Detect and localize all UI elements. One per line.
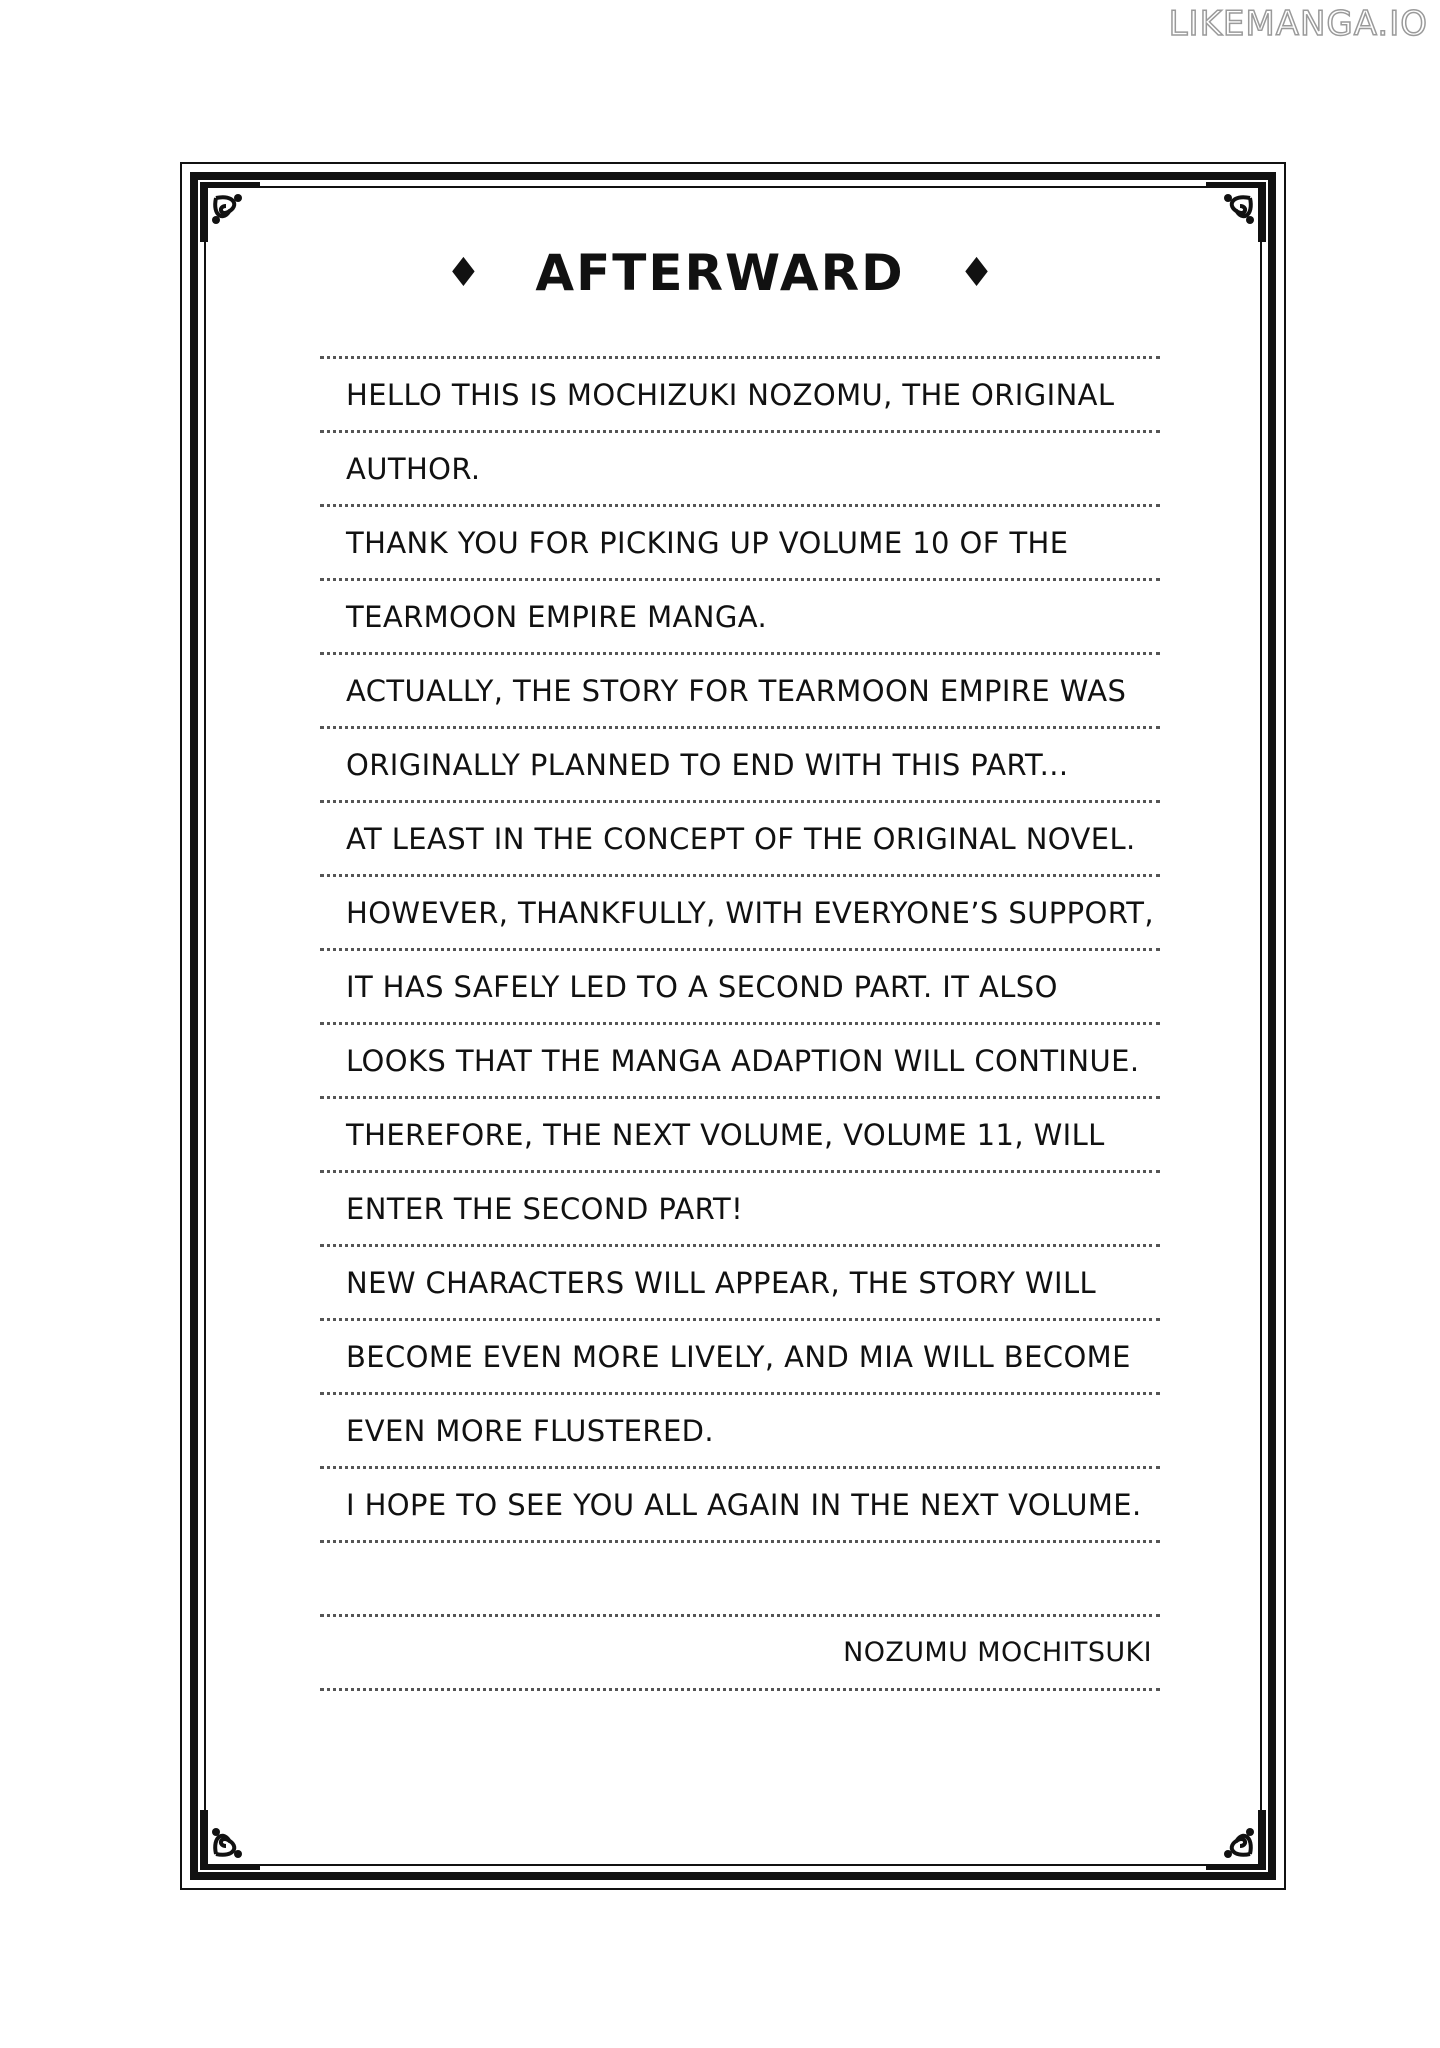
blank-line <box>320 1543 1160 1614</box>
body-line: ORIGINALLY PLANNED TO END WITH THIS PART... <box>346 747 1069 782</box>
diamond-icon: ♦ <box>445 250 482 296</box>
body-line: ACTUALLY, THE STORY FOR TEARMOON EMPIRE WAS <box>346 673 1127 708</box>
body-line: HELLO THIS IS MOCHIZUKI NOZOMU, THE ORIGINAL <box>346 377 1115 412</box>
body-line: HOWEVER, THANKFULLY, WITH EVERYONE’S SUPPORT, <box>346 895 1154 930</box>
page-title: AFTERWARD <box>535 244 905 302</box>
body-line: THANK YOU FOR PICKING UP VOLUME 10 OF THE <box>346 525 1069 560</box>
diamond-icon: ♦ <box>958 250 995 296</box>
body-line: AUTHOR. <box>346 451 481 486</box>
watermark-text: LIKEMANGA.IO <box>1168 4 1428 44</box>
body-line: BECOME EVEN MORE LIVELY, AND MIA WILL BECOME <box>346 1339 1131 1374</box>
body-line: NEW CHARACTERS WILL APPEAR, THE STORY WILL <box>346 1265 1097 1300</box>
body-line: AT LEAST IN THE CONCEPT OF THE ORIGINAL NOVEL. <box>346 821 1136 856</box>
author-signature: NOZUMU MOCHITSUKI <box>843 1637 1152 1668</box>
body-line: ENTER THE SECOND PART! <box>346 1191 744 1226</box>
dotted-rule <box>320 1688 1160 1691</box>
body-line: EVEN MORE FLUSTERED. <box>346 1413 715 1448</box>
corner-ornament-icon <box>1200 1804 1272 1876</box>
body-line: TEARMOON EMPIRE MANGA. <box>346 599 768 634</box>
body-line: IT HAS SAFELY LED TO A SECOND PART. IT ALSO <box>346 969 1058 1004</box>
body-line: I HOPE TO SEE YOU ALL AGAIN IN THE NEXT VOLUME. <box>346 1487 1142 1522</box>
corner-ornament-icon <box>194 1804 266 1876</box>
body-line: THEREFORE, THE NEXT VOLUME, VOLUME 11, WILL <box>346 1117 1105 1152</box>
body-line: LOOKS THAT THE MANGA ADAPTION WILL CONTINUE. <box>346 1043 1140 1078</box>
heading-row <box>0 238 1440 308</box>
afterword-body <box>320 356 1160 1691</box>
